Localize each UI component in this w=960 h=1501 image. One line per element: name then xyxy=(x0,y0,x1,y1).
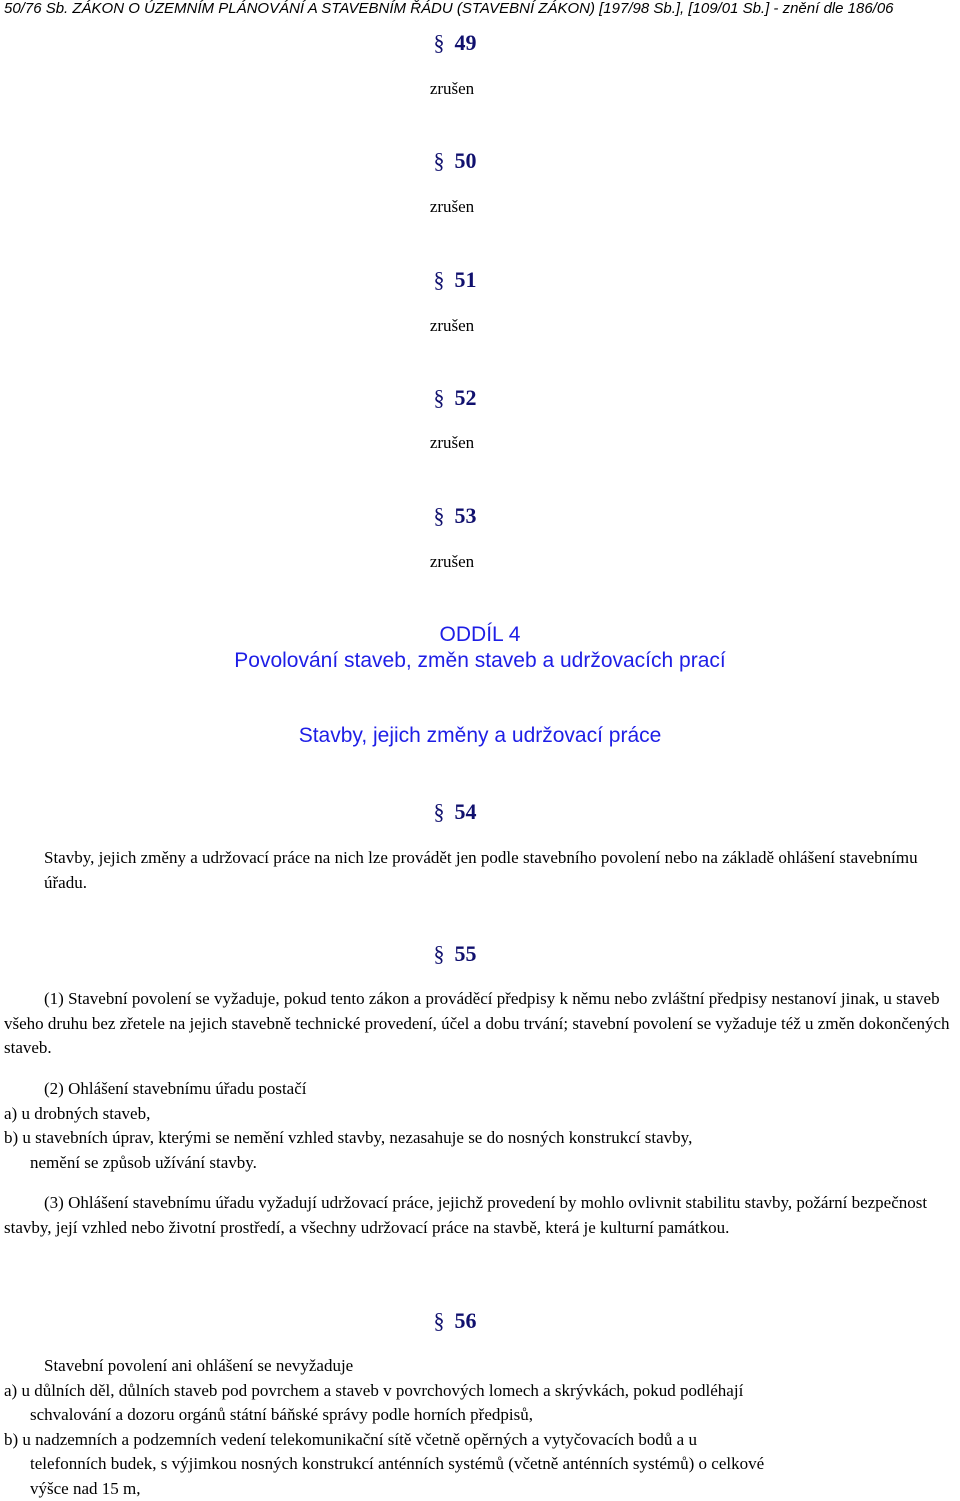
section-53 xyxy=(0,503,960,529)
section-50 xyxy=(0,148,960,174)
section-symbol: § xyxy=(433,1308,445,1333)
section-55 xyxy=(0,941,960,967)
section-number: § 52 xyxy=(433,385,477,410)
section-56-text: Stavební povolení ani ohlášení se nevyžaduje a) u důlních děl, důlních staveb pod povrchem a staveb v povrchových lomech a skrývkách, pokud podléhají schvalování a dozoru orgánů státní báňské správy podle horních předpisů, b) u nadzemních a podzemních vedení telekomunikační sítě včetně opěrných a vytyčovacích bodů a u telefonních budek, s výjimkou nosných konstrukcí anténních systémů (včetně anténních systémů) o celkové výšce nad 15 m, xyxy=(4,1356,765,1498)
section-52 xyxy=(0,385,960,411)
section-52-text: zrušen xyxy=(429,433,475,452)
section-54-text: Stavby, jejich změny a udržovací práce na nich lze provádět jen podle stavebního povolení nebo na základě ohlášení stavebnímu úřadu. xyxy=(44,848,918,892)
section-symbol: § xyxy=(433,148,445,173)
section-symbol: § xyxy=(433,267,445,292)
section-55-paragraph-3: (3) Ohlášení stavebnímu úřadu vyžadují udržovací práce, jejichž provedení by mohlo ovlivnit stabilitu stavby, požární bezpečnost stavby, její vzhled nebo životní prostředí, a všechny udržovací práce na stavbě, která je kulturní památkou. xyxy=(4,1193,928,1237)
section-symbol: § xyxy=(433,385,445,410)
section-number: § 56 xyxy=(433,1308,477,1333)
section-symbol: § xyxy=(433,799,445,824)
section-53-text: zrušen xyxy=(429,552,475,571)
division-subtitle: Stavby, jejich změny a udržovací práce xyxy=(298,724,662,747)
section-56 xyxy=(0,1308,960,1334)
section-symbol: § xyxy=(433,503,445,528)
section-50-text: zrušen xyxy=(429,197,475,216)
section-51-text: zrušen xyxy=(429,316,475,335)
section-number: § 50 xyxy=(433,148,477,173)
section-55-paragraph-1: (1) Stavební povolení se vyžaduje, pokud tento zákon a prováděcí předpisy k němu nebo zvláštní předpisy nestanoví jinak, u staveb všeho druhu bez zřetele na jejich stavebně technické provedení, účel a dobu trvání; stavební povolení se vyžaduje též u změn dokončených staveb. xyxy=(4,989,950,1057)
section-49-text: zrušen xyxy=(429,79,475,98)
document-header: 50/76 Sb. ZÁKON O ÚZEMNÍM PLÁNOVÁNÍ A STAVEBNÍM ŘÁDU (STAVEBNÍ ZÁKON) [197/98 Sb.], [109/01 Sb.] - znění dle 186/06 xyxy=(4,0,894,17)
section-51 xyxy=(0,267,960,293)
section-number: § 53 xyxy=(433,503,477,528)
section-55-paragraph-2: (2) Ohlášení stavebnímu úřadu postačí a) u drobných staveb, b) u stavebních úprav, kterými se nemění vzhled stavby, nezasahuje se do nosných konstrukcí stavby, nemění se způsob užívání stavby. xyxy=(4,1079,693,1172)
section-49 xyxy=(0,30,960,56)
section-symbol: § xyxy=(433,30,445,55)
section-symbol: § xyxy=(433,941,445,966)
section-number: § 49 xyxy=(433,30,477,55)
section-number: § 51 xyxy=(433,267,477,292)
division-title: ODDÍL 4 Povolování staveb, změn staveb a udržovacích prací xyxy=(234,623,726,672)
section-number: § 55 xyxy=(433,941,477,966)
section-54 xyxy=(0,799,960,825)
section-number: § 54 xyxy=(433,799,477,824)
